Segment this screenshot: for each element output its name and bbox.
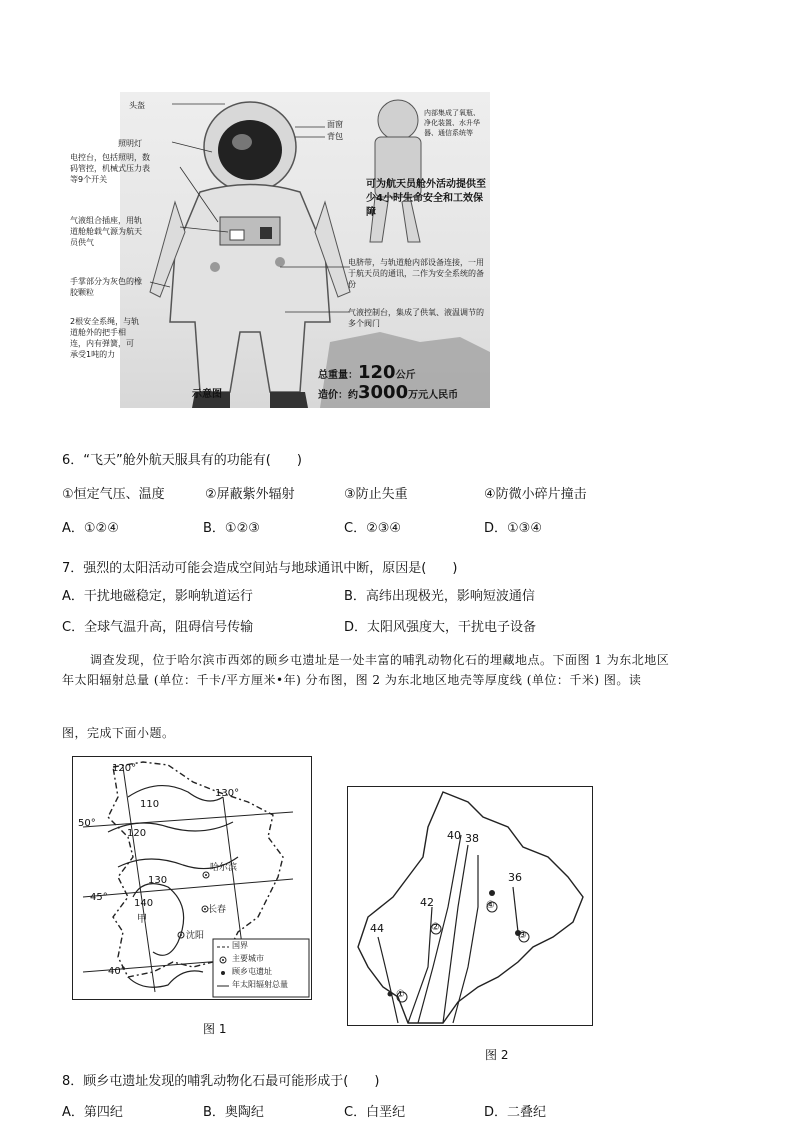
fig1-contour-120: 120 (127, 828, 147, 839)
fig2-contour-44: 44 (370, 922, 384, 935)
label-backpack-note: 内部集成了氧瓶、净化装置、水升华器、通信系统等 (424, 109, 480, 137)
figure-1-map (72, 756, 312, 1000)
q6-item-3: ③防止失重 (344, 487, 408, 502)
label-light: 照明灯 (118, 139, 142, 148)
label-visor: 面窗 (327, 120, 343, 129)
fig1-city-harbin: 哈尔滨 (210, 863, 238, 873)
q6-stem: 6．“飞天”舱外航天服具有的功能有( ) (62, 453, 302, 468)
fig1-legend-radiation: 年太阳辐射总量 (232, 980, 288, 989)
spacesuit-illustration (120, 92, 490, 408)
fig1-legend-site: 顾乡屯遗址 (232, 967, 272, 976)
spacesuit-diagram (120, 92, 490, 408)
fig1-contour-110: 110 (140, 799, 160, 810)
label-control-panel: 电控台，包括照明，数码管控，机械式压力表等9个开关 (70, 153, 150, 184)
passage-line-1: 调查发现，位于哈尔滨市西郊的顾乡屯遗址是一处丰富的哺乳动物化石的埋藏地点。下面图 1 为东北地区 (90, 653, 670, 667)
fig1-city-shenyang: 沈阳 (186, 931, 205, 941)
q7-option-a[interactable]: A．干扰地磁稳定，影响轨道运行 (62, 589, 253, 604)
weight-unit: 公斤 (395, 370, 416, 381)
label-backpack: 背包 (327, 132, 343, 141)
q7-option-b[interactable]: B．高纬出现极光，影响短波通信 (344, 589, 535, 604)
fig1-city-changchun: 长春 (208, 905, 227, 915)
fig1-caption: 图 1 (203, 1022, 227, 1036)
fig2-caption: 图 2 (485, 1048, 509, 1062)
fig2-point-2: ② (431, 922, 440, 933)
figure-caption: 示意图 (192, 389, 222, 400)
fig2-point-3: ③ (518, 930, 527, 941)
cost-info (318, 382, 458, 403)
label-helmet: 头盔 (129, 101, 145, 110)
fig1-jia: 甲 (137, 914, 147, 925)
fig1-lon-120: 120° (112, 763, 137, 774)
q8-option-c[interactable]: C．白垩纪 (344, 1105, 406, 1120)
cost-label: 造价：约 (318, 390, 358, 401)
q6-option-a[interactable]: A．①②④ (62, 521, 119, 536)
q8-option-b[interactable]: B．奥陶纪 (203, 1105, 264, 1120)
figure-2-map (347, 786, 593, 1026)
fig1-lat-40: 40° (108, 966, 126, 977)
fig1-legend-city: 主要城市 (232, 954, 264, 963)
label-gas-console: 气液控制台，集成了供氧、液温调节的多个阀门 (348, 308, 484, 328)
label-life-support: 可为航天员舱外活动提供至少4小时生命安全和工效保障 (366, 179, 486, 218)
label-palm: 手掌部分为灰色的橡胶颗粒 (70, 277, 142, 297)
fig2-contour-40: 40 (447, 829, 461, 842)
fig1-contour-130: 130 (148, 875, 168, 886)
fig1-legend-border: 国界 (232, 941, 248, 950)
q6-option-b[interactable]: B．①②③ (203, 521, 260, 536)
q8-stem: 8．顾乡屯遗址发现的哺乳动物化石最可能形成于( ) (62, 1074, 380, 1089)
crust-thickness-map (348, 787, 592, 1025)
cost-value: 3000 (358, 382, 409, 403)
q7-stem: 7．强烈的太阳活动可能会造成空间站与地球通讯中断，原因是( ) (62, 561, 458, 576)
q6-option-c[interactable]: C．②③④ (344, 521, 402, 536)
fig2-contour-42: 42 (420, 896, 434, 909)
fig1-lat-45: 45° (90, 892, 108, 903)
q6-item-2: ②屏蔽紫外辐射 (205, 487, 295, 502)
passage-line-2: 年太阳辐射总量 (单位：千卡/平方厘米•年) 分布图，图 2 为东北地区地壳等厚度线 (单位：千米) 图。读 (62, 673, 642, 687)
q8-option-a[interactable]: A．第四纪 (62, 1105, 123, 1120)
fig1-lat-50: 50° (78, 818, 96, 829)
fig2-contour-38: 38 (465, 832, 479, 845)
fig1-lon-130: 130° (215, 788, 240, 799)
weight-value: 120 (358, 362, 396, 383)
passage-line-3: 图，完成下面小题。 (62, 726, 175, 740)
label-umbilical: 电脐带，与轨道舱内部设备连接，一用于航天员的通讯，二作为安全系统的备份 (348, 258, 484, 289)
q6-item-1: ①恒定气压、温度 (62, 487, 165, 502)
solar-radiation-map (73, 757, 311, 999)
q7-option-d[interactable]: D．太阳风强度大，干扰电子设备 (344, 620, 537, 635)
fig2-point-4: ④ (486, 900, 495, 911)
q8-option-d[interactable]: D．二叠纪 (484, 1105, 547, 1120)
label-gas-socket: 气液组合插座，用轨道舱舱载气源为航天员供气 (70, 216, 142, 247)
q6-option-d[interactable]: D．①③④ (484, 521, 542, 536)
weight-info (318, 362, 416, 383)
fig2-contour-36: 36 (508, 871, 522, 884)
fig1-contour-140: 140 (134, 898, 154, 909)
q6-item-4: ④防微小碎片撞击 (484, 487, 587, 502)
q7-option-c[interactable]: C．全球气温升高，阻碍信号传输 (62, 620, 254, 635)
label-safety-rope: 2根安全系绳，与轨道舱外的把手相连，内有弹簧，可承受1吨的力 (70, 317, 140, 359)
fig2-point-1: ① (396, 989, 405, 1000)
cost-unit: 万元人民币 (408, 390, 459, 401)
weight-label: 总重量： (318, 370, 358, 381)
